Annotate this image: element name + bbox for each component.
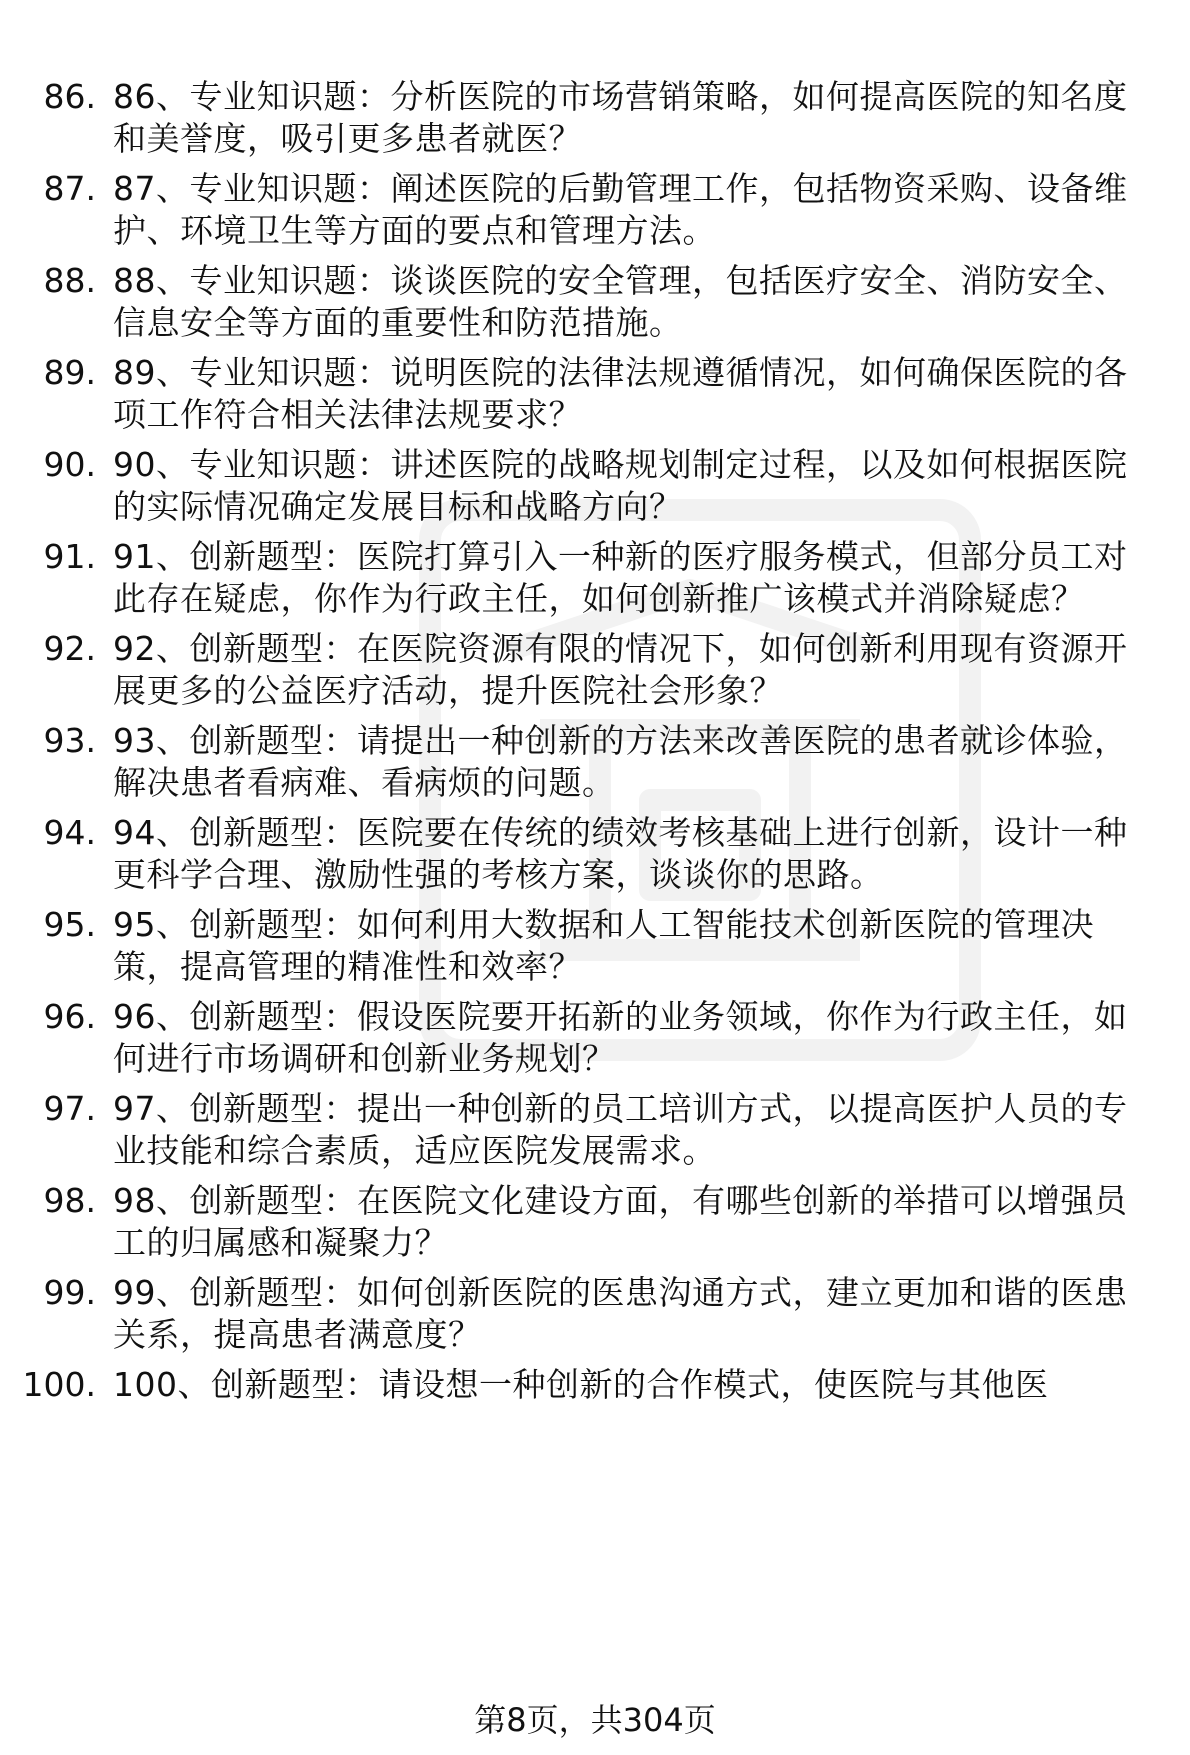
list-item — [0, 536, 1190, 620]
item-text: 86、专业知识题：分析医院的市场营销策略，如何提高医院的知名度和美誉度，吸引更多患者就医？ — [113, 77, 1128, 158]
item-number: 100. — [22, 1365, 96, 1404]
question-list — [0, 76, 1190, 1406]
item-number: 93. — [43, 721, 96, 760]
item-number: 91. — [43, 537, 96, 576]
list-item — [0, 260, 1190, 344]
item-text: 89、专业知识题：说明医院的法律法规遵循情况，如何确保医院的各项工作符合相关法律法规要求？ — [113, 353, 1128, 434]
page-footer: 第8页，共304页 — [474, 1701, 716, 1739]
item-number: 90. — [43, 445, 96, 484]
item-number: 95. — [43, 905, 96, 944]
list-item — [0, 76, 1190, 160]
item-text: 94、创新题型：医院要在传统的绩效考核基础上进行创新，设计一种更科学合理、激励性强的考核方案，谈谈你的思路。 — [113, 813, 1128, 894]
item-number: 98. — [43, 1181, 96, 1220]
list-item — [0, 720, 1190, 804]
item-number: 86. — [43, 77, 96, 116]
item-text: 92、创新题型：在医院资源有限的情况下，如何创新利用现有资源开展更多的公益医疗活动，提升医院社会形象？ — [113, 629, 1128, 710]
list-item — [0, 1088, 1190, 1172]
item-text: 98、创新题型：在医院文化建设方面，有哪些创新的举措可以增强员工的归属感和凝聚力？ — [113, 1181, 1128, 1262]
item-number: 99. — [43, 1273, 96, 1312]
item-text: 87、专业知识题：阐述医院的后勤管理工作，包括物资采购、设备维护、环境卫生等方面的要点和管理方法。 — [113, 169, 1128, 250]
item-number: 97. — [43, 1089, 96, 1128]
list-item — [0, 168, 1190, 252]
item-text: 96、创新题型：假设医院要开拓新的业务领域，你作为行政主任，如何进行市场调研和创新业务规划？ — [113, 997, 1128, 1078]
item-number: 96. — [43, 997, 96, 1036]
list-item — [0, 352, 1190, 436]
item-number: 89. — [43, 353, 96, 392]
item-text: 97、创新题型：提出一种创新的员工培训方式，以提高医护人员的专业技能和综合素质，适应医院发展需求。 — [113, 1089, 1128, 1170]
item-number: 94. — [43, 813, 96, 852]
item-text: 93、创新题型：请提出一种创新的方法来改善医院的患者就诊体验，解决患者看病难、看病烦的问题。 — [113, 721, 1128, 802]
list-item — [0, 904, 1190, 988]
item-text: 100、创新题型：请设想一种创新的合作模式，使医院与其他医 — [113, 1365, 1049, 1404]
list-item — [0, 996, 1190, 1080]
item-number: 92. — [43, 629, 96, 668]
list-item — [0, 444, 1190, 528]
item-number: 88. — [43, 261, 96, 300]
item-text: 90、专业知识题：讲述医院的战略规划制定过程，以及如何根据医院的实际情况确定发展目标和战略方向？ — [113, 445, 1128, 526]
list-item — [0, 1364, 1190, 1406]
list-item — [0, 1272, 1190, 1356]
item-text: 95、创新题型：如何利用大数据和人工智能技术创新医院的管理决策，提高管理的精准性和效率？ — [113, 905, 1094, 986]
item-number: 87. — [43, 169, 96, 208]
item-text: 91、创新题型：医院打算引入一种新的医疗服务模式，但部分员工对此存在疑虑，你作为行政主任，如何创新推广该模式并消除疑虑？ — [113, 537, 1128, 618]
item-text: 99、创新题型：如何创新医院的医患沟通方式，建立更加和谐的医患关系，提高患者满意度？ — [113, 1273, 1128, 1354]
list-item — [0, 812, 1190, 896]
list-item — [0, 1180, 1190, 1264]
list-item — [0, 628, 1190, 712]
item-text: 88、专业知识题：谈谈医院的安全管理，包括医疗安全、消防安全、信息安全等方面的重要性和防范措施。 — [113, 261, 1128, 342]
